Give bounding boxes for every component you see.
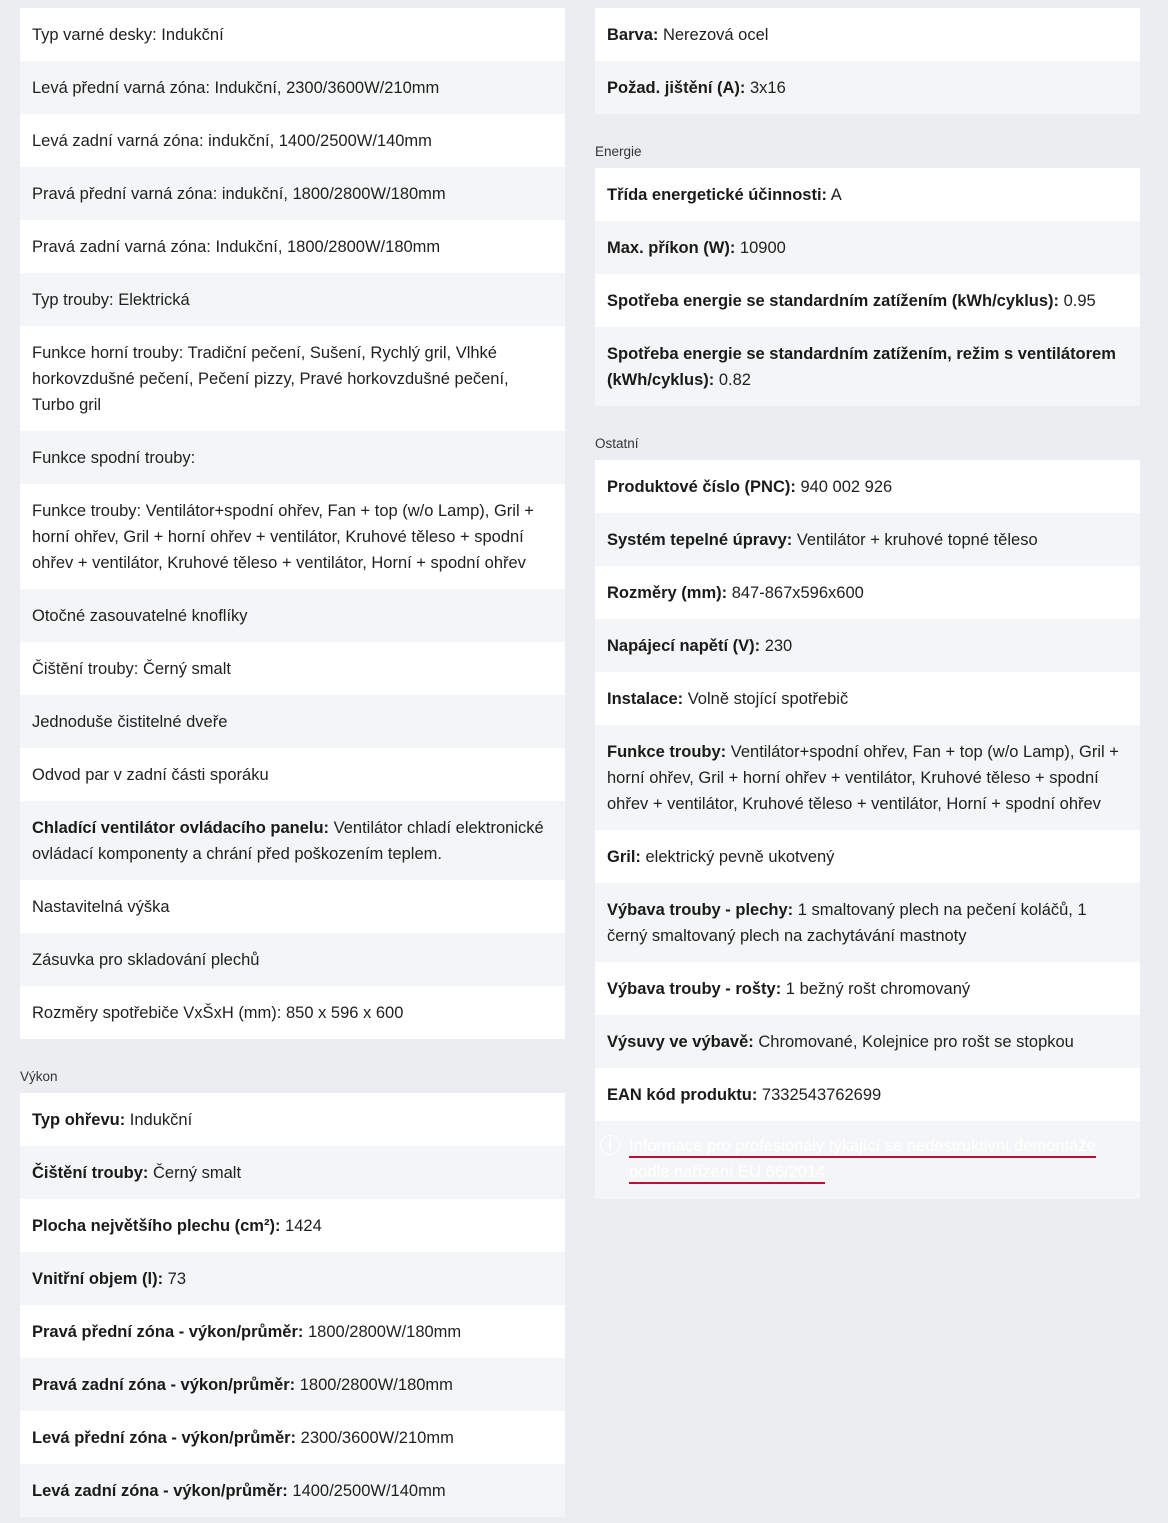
spec-value: 0.82 (714, 371, 751, 389)
spec-row (595, 61, 1140, 114)
spec-value: 73 (163, 1270, 187, 1288)
spec-row (20, 589, 565, 642)
spec-value: 3x16 (745, 79, 786, 97)
spec-row (20, 61, 565, 114)
spec-row (20, 986, 565, 1039)
spec-value: 1800/2800W/180mm (303, 1323, 462, 1341)
spec-value: Typ varné desky: Indukční (32, 26, 224, 44)
spec-value: 7332543762699 (757, 1086, 882, 1104)
spec-label: Spotřeba energie se standardním zatížením (kWh/cyklus): (607, 292, 1060, 310)
spec-value: Typ trouby: Elektrická (32, 291, 190, 309)
spec-value: 1 bežný rošt chromovaný (781, 980, 971, 998)
spec-label: Produktové číslo (PNC): (607, 478, 796, 496)
spec-value: Volně stojící spotřebič (683, 690, 849, 708)
spec-row (20, 220, 565, 273)
spec-label: Max. příkon (W): (607, 239, 736, 257)
spec-label: Výsuvy ve výbavě: (607, 1033, 754, 1051)
spec-label: Instalace: (607, 690, 684, 708)
spec-row (20, 167, 565, 220)
spec-value: 10900 (735, 239, 786, 257)
spec-row (20, 801, 565, 880)
spec-row (20, 933, 565, 986)
spec-row (595, 830, 1140, 883)
spec-value: Rozměry spotřebiče VxŠxH (mm): 850 x 596 x 600 (32, 1004, 404, 1022)
spec-label: Vnitřní objem (l): (32, 1270, 164, 1288)
section-title-energie: Energie (595, 144, 642, 159)
spec-label: Levá přední zóna - výkon/průměr: (32, 1429, 297, 1447)
spec-row (20, 1199, 565, 1252)
spec-value: Funkce trouby: Ventilátor+spodní ohřev, Fan + top (w/o Lamp), Gril + horní ohřev, Gril + horní ohřev + ventilátor, Kruhové těleso + spodní ohřev + ventilátor, Kruhové těleso + ventilátor, Horní + spodní ohřev (32, 502, 534, 572)
spec-row (595, 274, 1140, 327)
spec-row (20, 1411, 565, 1464)
spec-label: Rozměry (mm): (607, 584, 728, 602)
spec-row (595, 1015, 1140, 1068)
spec-row (20, 114, 565, 167)
spec-row (595, 962, 1140, 1015)
general-specs-list (595, 8, 1140, 114)
ostatni-list (595, 460, 1140, 1121)
features-list (20, 8, 565, 1039)
spec-value: Levá zadní varná zóna: indukční, 1400/2500W/140mm (32, 132, 432, 150)
spec-row (20, 1464, 565, 1517)
spec-value: Chromované, Kolejnice pro rošt se stopkou (753, 1033, 1074, 1051)
spec-label: Levá zadní zóna - výkon/průměr: (32, 1482, 288, 1500)
spec-value: Pravá zadní varná zóna: Indukční, 1800/2800W/180mm (32, 238, 441, 256)
left-column (20, 8, 565, 1517)
spec-value: Ventilátor chladí elektronické ovládací komponenty a chrání před poškozením teplem. (32, 819, 544, 863)
section-title-vykon: Výkon (20, 1069, 58, 1084)
spec-row (20, 1252, 565, 1305)
spec-row (20, 431, 565, 484)
spec-value: 2300/3600W/210mm (296, 1429, 454, 1447)
spec-row (20, 8, 565, 61)
spec-row (595, 566, 1140, 619)
spec-label: Napájecí napětí (V): (607, 637, 761, 655)
spec-row (20, 695, 565, 748)
spec-value: Zásuvka pro skladování plechů (32, 951, 260, 969)
spec-row (595, 513, 1140, 566)
spec-label: Systém tepelné úpravy: (607, 531, 793, 549)
spec-row (20, 326, 565, 431)
spec-label: Výbava trouby - plechy: (607, 901, 794, 919)
spec-row (20, 484, 565, 589)
spec-row (595, 672, 1140, 725)
spec-row (595, 460, 1140, 513)
spec-value: 1424 (280, 1217, 322, 1235)
energie-list (595, 168, 1140, 406)
spec-label: Pravá přední zóna - výkon/průměr: (32, 1323, 304, 1341)
spec-row (595, 619, 1140, 672)
spec-label: Funkce trouby: (607, 743, 727, 761)
spec-value: 1 smaltovaný plech na pečení koláčů, 1 černý smaltovaný plech na zachytávání mastnoty (607, 901, 1087, 945)
vykon-list (20, 1093, 565, 1517)
spec-value: elektrický pevně ukotvený (640, 848, 835, 866)
right-column (595, 8, 1140, 1199)
spec-label: Gril: (607, 848, 641, 866)
spec-value: Pravá přední varná zóna: indukční, 1800/2800W/180mm (32, 185, 446, 203)
spec-value: Funkce spodní trouby: (32, 449, 196, 467)
spec-value: 0.95 (1059, 292, 1096, 310)
spec-value: Funkce horní trouby: Tradiční pečení, Sušení, Rychlý gril, Vlhké horkovzdušné pečení, Pečení pizzy, Pravé horkovzdušné pečení, Turbo gril (32, 344, 509, 414)
spec-value: 940 002 926 (795, 478, 893, 496)
spec-label: Chladící ventilátor ovládacího panelu: (32, 819, 330, 837)
spec-value: Jednoduše čistitelné dveře (32, 713, 228, 731)
spec-row (595, 327, 1140, 406)
spec-value: Nastavitelná výška (32, 898, 170, 916)
spec-value: 1400/2500W/140mm (287, 1482, 446, 1500)
spec-label: Výbava trouby - rošty: (607, 980, 782, 998)
spec-value: Levá přední varná zóna: Indukční, 2300/3600W/210mm (32, 79, 440, 97)
spec-row (595, 8, 1140, 61)
spec-row (20, 1146, 565, 1199)
spec-label: Plocha největšího plechu (cm²): (32, 1217, 281, 1235)
spec-value: Ventilátor+spodní ohřev, Fan + top (w/o Lamp), Gril + horní ohřev, Gril + horní ohřev + ventilátor, Kruhové těleso + spodní ohřev + ventilátor, Kruhové těleso + ventilátor, Horní + spodní ohřev (607, 743, 1119, 813)
spec-value: Černý smalt (148, 1164, 242, 1182)
spec-row (595, 883, 1140, 962)
spec-label: Typ ohřevu: (32, 1111, 126, 1129)
spec-row (595, 221, 1140, 274)
info-icon: i (600, 1135, 620, 1155)
info-row (595, 1121, 1140, 1199)
spec-label: Požad. jištění (A): (607, 79, 746, 97)
spec-row (595, 725, 1140, 830)
spec-value: Odvod par v zadní části sporáku (32, 766, 269, 784)
spec-row (20, 1093, 565, 1146)
spec-row (20, 642, 565, 695)
spec-value: 1800/2800W/180mm (295, 1376, 453, 1394)
spec-label: Pravá zadní zóna - výkon/průměr: (32, 1376, 296, 1394)
eu-regulation-link[interactable]: Informace pro profesionály týkající se nedestruktivní demontáže podle nařízení EU 66/2014 (629, 1137, 1096, 1184)
spec-label: EAN kód produktu: (607, 1086, 758, 1104)
spec-value: Ventilátor + kruhové topné těleso (792, 531, 1038, 549)
spec-value: 847-867x596x600 (727, 584, 864, 602)
spec-row (595, 168, 1140, 221)
spec-row (20, 1358, 565, 1411)
spec-label: Třída energetické účinnosti: (607, 186, 828, 204)
section-title-ostatni: Ostatní (595, 436, 639, 451)
spec-label: Barva: (607, 26, 659, 44)
spec-row (20, 880, 565, 933)
spec-label: Spotřeba energie se standardním zatížením, režim s ventilátorem (kWh/cyklus): (607, 345, 1116, 389)
spec-value: Nerezová ocel (658, 26, 769, 44)
spec-value: Čištění trouby: Černý smalt (32, 660, 231, 678)
spec-value: A (827, 186, 842, 204)
spec-label: Čištění trouby: (32, 1164, 149, 1182)
spec-row (595, 1068, 1140, 1121)
spec-row (20, 273, 565, 326)
spec-value: Indukční (125, 1111, 193, 1129)
spec-row (20, 1305, 565, 1358)
spec-value: 230 (760, 637, 793, 655)
spec-value: Otočné zasouvatelné knoflíky (32, 607, 248, 625)
spec-row (20, 748, 565, 801)
